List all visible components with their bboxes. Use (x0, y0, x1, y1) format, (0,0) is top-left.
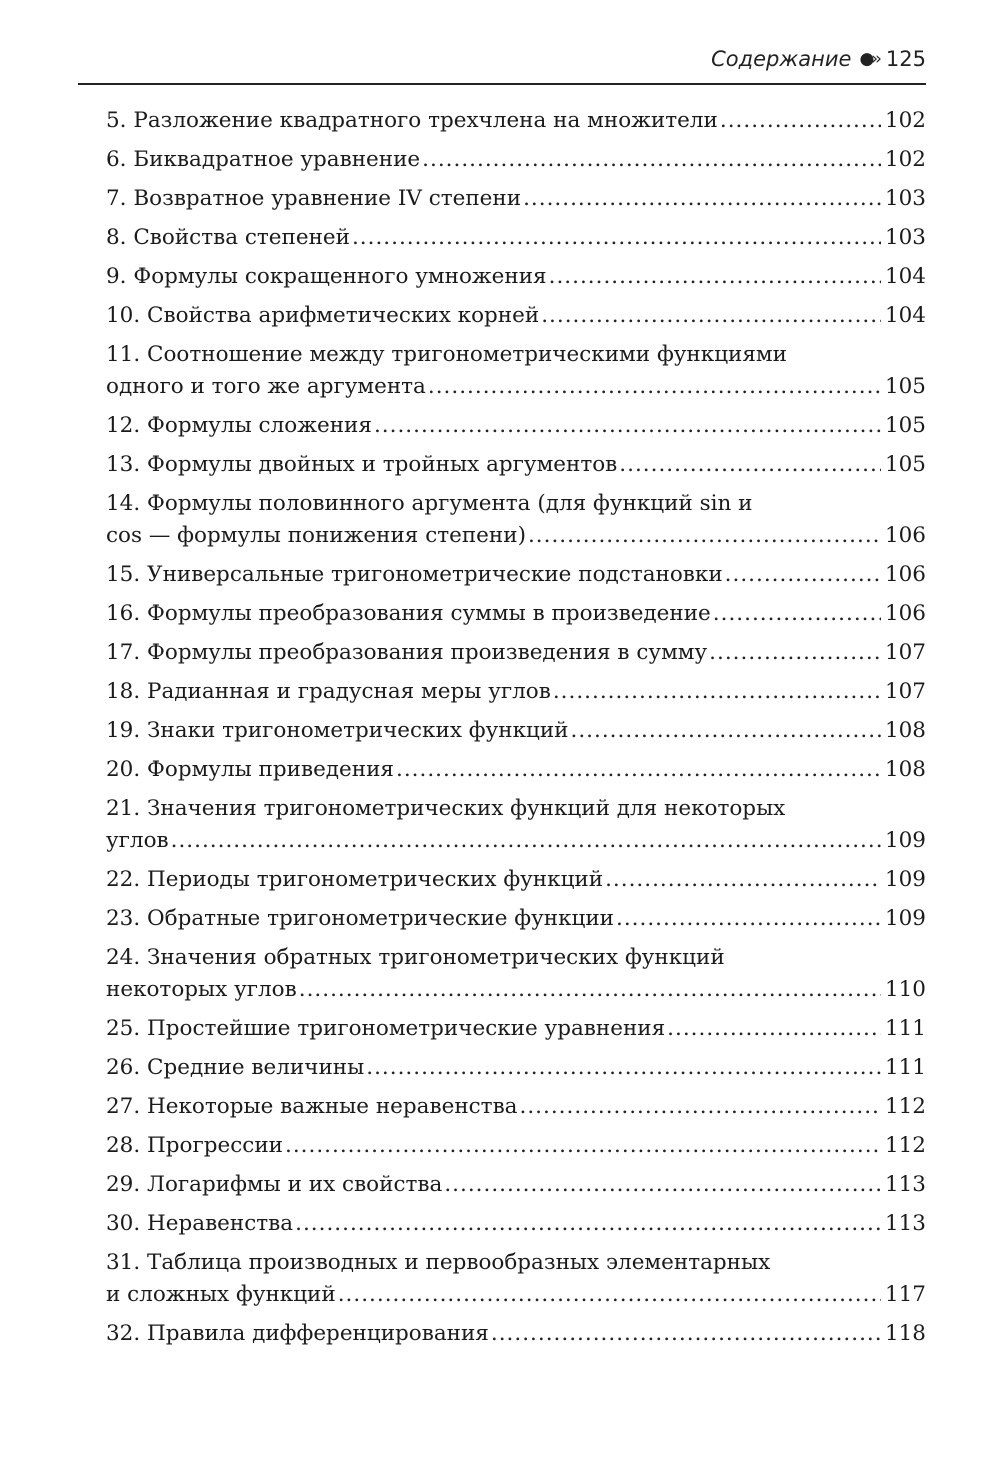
toc-leader-dots (616, 899, 881, 938)
toc-entry (106, 750, 926, 789)
toc-leader-dots (549, 257, 881, 296)
toc-entry-page: 109 (884, 828, 926, 853)
toc-entry-line (106, 179, 926, 218)
toc-entry-title: 5. Разложение квадратного трехчлена на множители (106, 108, 718, 133)
toc-entry (106, 296, 926, 335)
toc-entry-page: 104 (884, 303, 926, 328)
toc-entry-title-line: 11. Соотношение между тригонометрическими функциями (106, 342, 787, 367)
toc-entry (106, 1087, 926, 1126)
toc-entry (106, 555, 926, 594)
toc-entry-page: 118 (884, 1321, 926, 1346)
toc-entry-line (106, 101, 926, 140)
toc-entry-page: 107 (884, 679, 926, 704)
toc-leader-dots (428, 367, 881, 406)
toc-entry-title: 17. Формулы преобразования произведения в сумму (106, 640, 708, 665)
toc-leader-dots (541, 296, 881, 335)
toc-leader-dots (352, 218, 881, 257)
toc-entry-line (106, 860, 926, 899)
toc-entry (106, 633, 926, 672)
toc-entry-page: 106 (884, 601, 926, 626)
toc-entry (106, 484, 926, 555)
toc-entry-line (106, 750, 926, 789)
toc-entry-line (106, 140, 926, 179)
toc-entry-title-line: 31. Таблица производных и первообразных элементарных (106, 1250, 771, 1275)
toc-entry (106, 711, 926, 750)
toc-entry-line (106, 406, 926, 445)
toc-entry-line (106, 633, 926, 672)
toc-entry-line (106, 1126, 926, 1165)
toc-leader-dots (366, 1048, 881, 1087)
toc-leader-dots (338, 1275, 881, 1314)
toc-entry-title: 16. Формулы преобразования суммы в произведение (106, 601, 711, 626)
toc-entry-title: углов (106, 828, 169, 853)
toc-entry (106, 1126, 926, 1165)
toc-entry-title-line: 21. Значения тригонометрических функций для некоторых (106, 796, 786, 821)
toc-entry-line (106, 1314, 926, 1353)
toc-entry-page: 103 (884, 225, 926, 250)
header-rule (78, 83, 926, 85)
toc-entry-line (106, 821, 926, 860)
toc-entry-title: 26. Средние величины (106, 1055, 365, 1080)
toc-entry-line (106, 594, 926, 633)
toc-leader-dots (528, 516, 881, 555)
toc-entry-title: 18. Радианная и градусная меры углов (106, 679, 551, 704)
toc-entry-title: 28. Прогрессии (106, 1133, 283, 1158)
toc-entry-title: некоторых углов (106, 977, 297, 1002)
toc-leader-dots (295, 1204, 881, 1243)
toc-entry-page: 113 (884, 1172, 926, 1197)
toc-entry (106, 594, 926, 633)
toc-entry-line (106, 516, 926, 555)
toc-entry-page: 117 (884, 1282, 926, 1307)
toc-entry (106, 1243, 926, 1314)
toc-leader-dots (605, 860, 881, 899)
toc-entry-line (106, 899, 926, 938)
toc-entry-page: 108 (884, 757, 926, 782)
toc-leader-dots (720, 101, 881, 140)
toc-entry-page: 104 (884, 264, 926, 289)
toc-entry-page: 103 (884, 186, 926, 211)
toc-entry-line (106, 1204, 926, 1243)
toc-leader-dots (444, 1165, 881, 1204)
toc-entry-page: 102 (884, 147, 926, 172)
toc-entry-page: 109 (884, 867, 926, 892)
toc-entry-page: 106 (884, 523, 926, 548)
toc-entry-page: 111 (884, 1055, 926, 1080)
toc-entry-title: 8. Свойства степеней (106, 225, 350, 250)
toc-entry-title: одного и того же аргумента (106, 374, 426, 399)
toc-entry (106, 445, 926, 484)
toc-entry-title: 19. Знаки тригонометрических функций (106, 718, 569, 743)
toc-leader-dots (491, 1314, 881, 1353)
toc-entry-title: 22. Периоды тригонометрических функций (106, 867, 604, 892)
toc-entry-line (106, 218, 926, 257)
toc-entry-page: 110 (884, 977, 926, 1002)
toc-entry (106, 1204, 926, 1243)
toc-entry-title: 23. Обратные тригонометрические функции (106, 906, 615, 931)
toc-entry-line (106, 1009, 926, 1048)
toc-entry-title: 25. Простейшие тригонометрические уравнения (106, 1016, 666, 1041)
toc-entry-line (106, 672, 926, 711)
toc-entry (106, 257, 926, 296)
toc-entry (106, 899, 926, 938)
toc-entry-title-line: 14. Формулы половинного аргумента (для функций sin и (106, 491, 753, 516)
toc-leader-dots (725, 555, 881, 594)
toc-leader-dots (553, 672, 881, 711)
toc-entry-line (106, 970, 926, 1009)
toc-entry-page: 109 (884, 906, 926, 931)
toc-entry-page: 112 (884, 1133, 926, 1158)
toc-leader-dots (523, 179, 881, 218)
toc-entry (106, 860, 926, 899)
toc-entry-title: 7. Возвратное уравнение IV степени (106, 186, 522, 211)
toc-entry-title: 32. Правила дифференцирования (106, 1321, 489, 1346)
toc-entry-title: 29. Логарифмы и их свойства (106, 1172, 443, 1197)
toc-entry-page: 105 (884, 452, 926, 477)
toc-entry-title: 27. Некоторые важные неравенства (106, 1094, 518, 1119)
toc-entry (106, 140, 926, 179)
toc-entry (106, 789, 926, 860)
toc-entry (106, 1165, 926, 1204)
toc-entry (106, 1009, 926, 1048)
toc-entry-line (106, 1275, 926, 1314)
toc-entry (106, 406, 926, 445)
toc-entry-title: 12. Формулы сложения (106, 413, 372, 438)
toc-leader-dots (520, 1087, 881, 1126)
toc-entry-line (106, 555, 926, 594)
toc-entry (106, 335, 926, 406)
toc-entry-line (106, 1048, 926, 1087)
table-of-contents (106, 101, 926, 1353)
toc-entry (106, 179, 926, 218)
toc-entry-page: 102 (884, 108, 926, 133)
toc-entry-line (106, 367, 926, 406)
header-title: Содержание (711, 47, 852, 71)
toc-entry (106, 218, 926, 257)
toc-entry-page: 112 (884, 1094, 926, 1119)
toc-leader-dots (571, 711, 881, 750)
toc-entry-title: 15. Универсальные тригонометрические подстановки (106, 562, 723, 587)
toc-entry-title: cos — формулы понижения степени) (106, 523, 526, 548)
toc-entry-line (106, 296, 926, 335)
toc-entry-title-line: 24. Значения обратных тригонометрических функций (106, 945, 725, 970)
toc-leader-dots (619, 445, 881, 484)
toc-entry-line (106, 445, 926, 484)
toc-leader-dots (422, 140, 881, 179)
toc-entry-title: 13. Формулы двойных и тройных аргументов (106, 452, 618, 477)
toc-entry-page: 113 (884, 1211, 926, 1236)
toc-entry-title: 20. Формулы приведения (106, 757, 394, 782)
toc-entry (106, 672, 926, 711)
toc-entry (106, 938, 926, 1009)
toc-entry-page: 106 (884, 562, 926, 587)
toc-leader-dots (713, 594, 881, 633)
toc-entry-page: 105 (884, 413, 926, 438)
toc-leader-dots (667, 1009, 881, 1048)
header-page-number: 125 (885, 47, 926, 71)
toc-entry-title: 30. Неравенства (106, 1211, 294, 1236)
header-marker-icon: ●›› (859, 49, 879, 69)
toc-entry-line (106, 1165, 926, 1204)
toc-entry-line (106, 1087, 926, 1126)
toc-entry (106, 1048, 926, 1087)
toc-entry-page: 107 (884, 640, 926, 665)
toc-leader-dots (285, 1126, 881, 1165)
toc-entry-title: и сложных функций (106, 1282, 336, 1307)
toc-entry-line (106, 711, 926, 750)
toc-entry-title: 6. Биквадратное уравнение (106, 147, 421, 172)
toc-entry-title: 10. Свойства арифметических корней (106, 303, 540, 328)
toc-entry-page: 108 (884, 718, 926, 743)
toc-entry-title: 9. Формулы сокращенного умножения (106, 264, 547, 289)
toc-leader-dots (299, 970, 881, 1009)
toc-leader-dots (171, 821, 881, 860)
running-header (78, 44, 926, 74)
toc-leader-dots (374, 406, 881, 445)
toc-entry-line (106, 257, 926, 296)
toc-entry-page: 105 (884, 374, 926, 399)
toc-entry-page: 111 (884, 1016, 926, 1041)
toc-leader-dots (709, 633, 881, 672)
toc-entry (106, 101, 926, 140)
toc-leader-dots (396, 750, 881, 789)
toc-entry (106, 1314, 926, 1353)
